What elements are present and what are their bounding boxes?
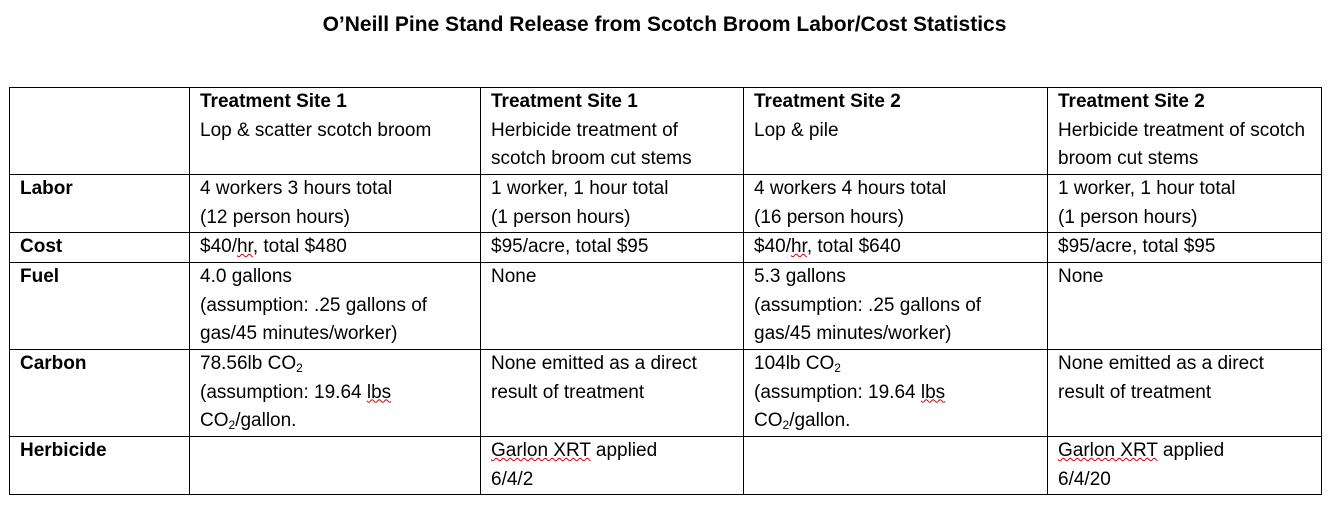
table-header-row <box>10 88 1322 175</box>
table-cell <box>190 175 481 233</box>
cell-text-part: /gallon. <box>789 410 851 431</box>
table-row-fuel <box>10 263 1322 350</box>
cell-text: gas/45 minutes/worker) <box>754 323 952 344</box>
table-row-labor <box>10 175 1322 233</box>
table-row-carbon <box>10 350 1322 437</box>
subscript: 2 <box>782 418 790 432</box>
table-cell <box>1048 437 1322 495</box>
subscript: 2 <box>296 361 303 375</box>
table-cell <box>744 263 1048 350</box>
cell-text: 5.3 gallons <box>754 266 846 287</box>
cell-text-part: 104lb CO <box>754 353 835 374</box>
header-cell-site1-lop <box>190 88 481 175</box>
header-title: Treatment Site 2 <box>1058 91 1205 112</box>
cell-text: 6/4/20 <box>1058 468 1111 490</box>
spellcheck-word: lbs <box>366 381 392 403</box>
table-cell <box>744 350 1048 437</box>
row-label-labor: Labor <box>10 175 190 233</box>
header-subtitle: Herbicide treatment of scotch broom cut stems <box>1058 119 1306 169</box>
cell-text: gas/45 minutes/worker) <box>200 323 398 344</box>
cell-text: 1 worker, 1 hour total <box>1058 178 1236 199</box>
cell-text-part: applied <box>1157 440 1225 461</box>
cell-text-part: /gallon. <box>235 410 297 431</box>
cell-text: 4.0 gallons <box>200 266 292 287</box>
cell-text <box>200 350 470 379</box>
cell-text: result of treatment <box>491 381 645 403</box>
table-cell <box>744 437 1048 495</box>
table-cell <box>1048 350 1322 437</box>
header-subtitle: Lop & scatter scotch broom <box>200 119 432 141</box>
spellcheck-word: hr <box>236 236 253 257</box>
cell-text: (1 person hours) <box>491 206 631 228</box>
page-title: O’Neill Pine Stand Release from Scotch Broom Labor/Cost Statistics <box>322 13 1007 36</box>
cell-text <box>754 407 1037 436</box>
cell-text <box>491 437 733 466</box>
table-cell <box>481 350 744 437</box>
table-cell <box>190 350 481 437</box>
header-subtitle: Lop & pile <box>754 119 839 141</box>
subscript: 2 <box>228 418 236 432</box>
cell-text <box>200 407 470 436</box>
table-cell <box>481 233 744 263</box>
cell-text: (assumption: .25 gallons of <box>754 294 982 316</box>
spellcheck-word: Garlon XRT <box>491 440 591 461</box>
cell-text: result of treatment <box>1058 381 1212 403</box>
cell-text-part: (assumption: 19.64 <box>754 381 921 403</box>
row-label-cost: Cost <box>10 233 190 263</box>
header-title: Treatment Site 1 <box>491 91 638 112</box>
row-label-fuel: Fuel <box>10 263 190 350</box>
cell-text: 6/4/2 <box>491 468 534 490</box>
cell-text: 4 workers 4 hours total <box>754 178 947 199</box>
header-title: Treatment Site 2 <box>754 91 901 112</box>
cell-text-part: $40/ <box>754 236 791 257</box>
table-row-cost <box>10 233 1322 263</box>
cell-text: (16 person hours) <box>754 206 904 228</box>
table-cell <box>744 233 1048 263</box>
table-cell <box>481 175 744 233</box>
cell-text <box>754 379 1037 408</box>
header-cell-site2-herbicide <box>1048 88 1322 175</box>
table-cell <box>1048 175 1322 233</box>
cell-text-part: , total $640 <box>806 236 901 257</box>
table-cell <box>481 437 744 495</box>
header-subtitle: Herbicide treatment of scotch broom cut stems <box>491 119 692 169</box>
cell-text: (assumption: .25 gallons of <box>200 294 428 316</box>
table-cell <box>190 437 481 495</box>
cell-text: 1 worker, 1 hour total <box>491 178 669 199</box>
table-cell <box>190 263 481 350</box>
cell-text <box>200 379 470 408</box>
cell-text-part: 78.56lb CO <box>200 353 297 374</box>
cell-text: None <box>1058 266 1104 287</box>
cell-text: $95/acre, total $95 <box>1058 236 1216 257</box>
table-row-herbicide <box>10 437 1322 495</box>
header-corner-cell <box>10 88 190 175</box>
cell-text: (12 person hours) <box>200 206 350 228</box>
cell-text: (1 person hours) <box>1058 206 1198 228</box>
cell-text-part: $40/ <box>200 236 237 257</box>
cell-text-part: CO <box>754 410 783 431</box>
cell-text <box>754 350 1037 379</box>
table-cell <box>190 233 481 263</box>
cell-text: None <box>491 266 537 287</box>
header-title: Treatment Site 1 <box>200 91 347 112</box>
statistics-table <box>9 87 1322 495</box>
cell-text <box>1058 437 1311 466</box>
table-cell <box>1048 233 1322 263</box>
cell-text: None emitted as a direct <box>491 353 697 374</box>
cell-text <box>200 233 470 262</box>
cell-text-part: applied <box>590 440 658 461</box>
row-label-herbicide: Herbicide <box>10 437 190 495</box>
cell-text-part: CO <box>200 410 229 431</box>
cell-text: $95/acre, total $95 <box>491 236 649 257</box>
cell-text: 4 workers 3 hours total <box>200 178 393 199</box>
cell-text-part: (assumption: 19.64 <box>200 381 367 403</box>
table-cell <box>744 175 1048 233</box>
spellcheck-word: lbs <box>920 381 946 403</box>
cell-text <box>754 233 1037 262</box>
header-cell-site2-lop <box>744 88 1048 175</box>
subscript: 2 <box>834 361 841 375</box>
spellcheck-word: Garlon XRT <box>1058 440 1158 461</box>
table-cell <box>1048 263 1322 350</box>
header-cell-site1-herbicide <box>481 88 744 175</box>
table-cell <box>481 263 744 350</box>
row-label-carbon: Carbon <box>10 350 190 437</box>
cell-text: None emitted as a direct <box>1058 353 1264 374</box>
cell-text-part: , total $480 <box>252 236 347 257</box>
spellcheck-word: hr <box>790 236 807 257</box>
